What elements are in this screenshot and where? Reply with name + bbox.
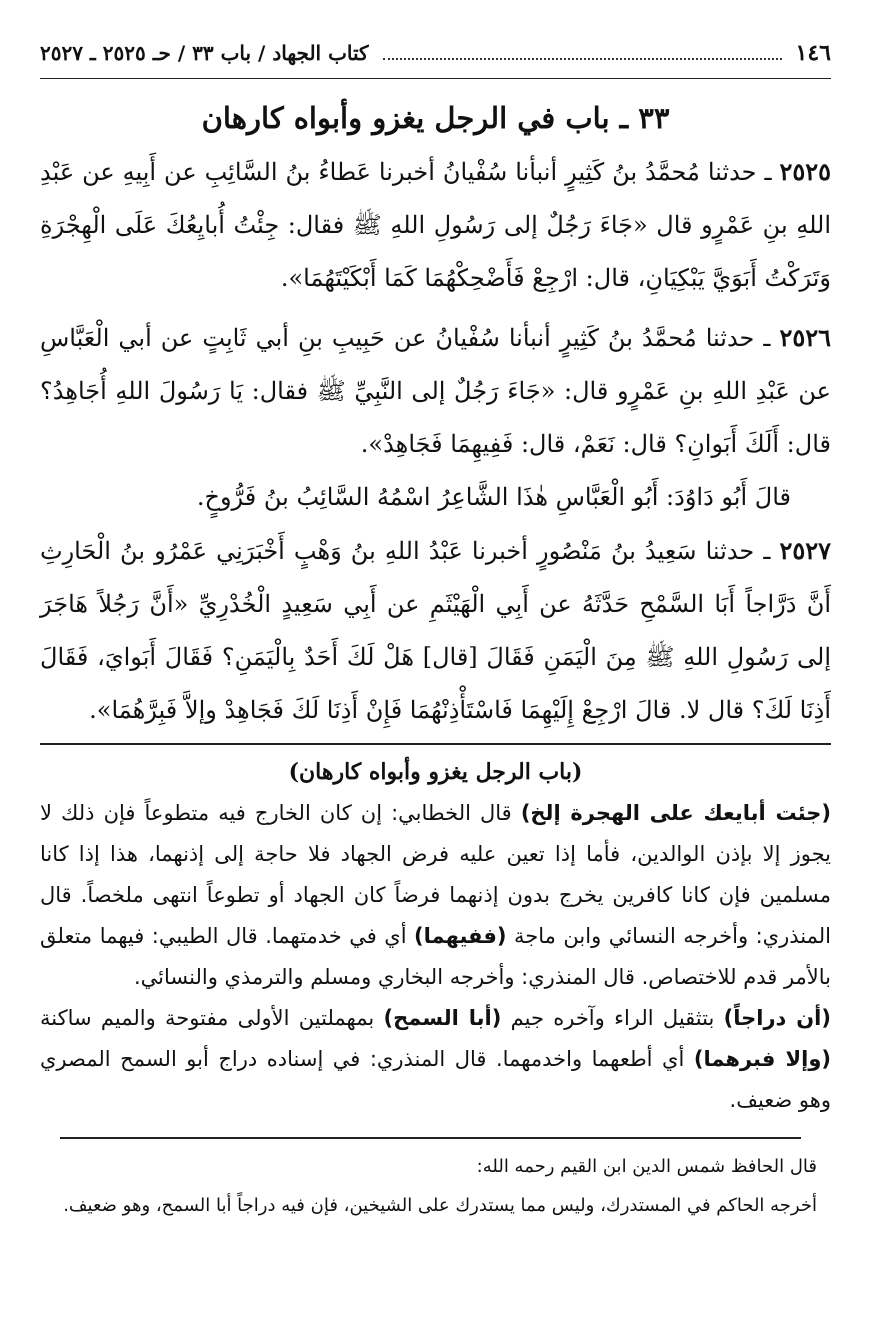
commentary-lemma: (أبا السمح) (383, 1006, 502, 1030)
hadith-text: ـ حدثنا مُحمَّدُ بنُ كَثِيرٍ أنبأنا سُفْيانُ عن حَبِيبِ بنِ أبي ثَابِتٍ عن أبي الْعَبَّاسِ عن عَبْدِ اللهِ بنِ عَمْرٍو قال: «جَاءَ رَجُلٌ إلى النَّبِيِّ ﷺ فقال: يَا رَسُولَ اللهِ أُجَاهِدُ؟ قال: أَلَكَ أَبَوانِ؟ قال: نَعَمْ، قال: فَفِيهِمَا فَجَاهِدْ». (40, 324, 831, 458)
abu-dawud-note: قالَ أَبُو دَاوُدَ: أَبُو الْعَبَّاسِ هٰذَا الشَّاعِرُ اسْمُهُ السَّائِبُ بنُ فَرُّوخٍ. (196, 483, 791, 511)
hadith-text: ـ حدثنا سَعِيدُ بنُ مَنْصُورٍ أخبرنا عَبْدُ اللهِ بنُ وَهْبٍ أَخْبَرَنِي عَمْرُو بنُ الْحَارِثِ أَنَّ دَرَّاجاً أَبَا السَّمْحِ حَدَّثَهُ عن أَبِي الْهَيْثَمِ عن أَبِي سَعِيدٍ الْخُدْرِيِّ «أَنَّ رَجُلاً هَاجَرَ إلى رَسُولِ اللهِ ﷺ مِنَ الْيَمَنِ فَقَالَ [قال] هَلْ لَكَ أَحَدٌ بِالْيَمَنِ؟ فَقَالَ أَبَوايَ، فَقَالَ أَذِنَا لَكَ؟ قال لا. قالَ ارْجِعْ إِلَيْهِمَا فَاسْتَأْذِنْهُمَا فَإِنْ أَذِنَا لَكَ فَجَاهِدْ وإلاَّ فَبِرَّهُمَا». (40, 537, 831, 724)
page (40, 40, 831, 1225)
hadith-2525 (40, 145, 831, 305)
hadith-2526 (40, 311, 831, 471)
commentary-paragraph (40, 793, 831, 998)
running-title: كتاب الجهاد / باب ٣٣ / حـ ٢٥٢٥ ـ ٢٥٢٧ (40, 41, 369, 65)
commentary-lemma: (وإلا فبرهما) (693, 1047, 831, 1071)
chapter-title: ٣٣ ـ باب في الرجل يغزو وأبواه كارهان (201, 101, 670, 135)
commentary-lemma: (ففيهما) (414, 924, 507, 948)
commentary-lemma: (جئت أبايعك على الهجرة إلخ) (520, 801, 832, 825)
hadith-number: ٢٥٢٧ (779, 536, 831, 565)
section-divider (40, 743, 831, 745)
footnote-divider (60, 1137, 801, 1139)
header-rule (40, 78, 831, 79)
ibn-qayyim-text: أخرجه الحاكم في المستدرك، وليس مما يستدرك على الشيخين، فإن فيه دراجاً أبا السمح، وهو ضعيف. (63, 1195, 817, 1216)
page-number: ١٤٦ (795, 40, 831, 66)
commentary-text: بتثقيل الراء وآخره جيم (510, 1006, 715, 1030)
running-header (40, 40, 831, 74)
commentary-text: أي في خدمتهما. قال الطيبي: فيهما متعلق بالأمر قدم للاختصاص. قال المنذري: وأخرجه البخاري ومسلم والترمذي والنسائي. (40, 924, 831, 989)
hadith-text: ـ حدثنا مُحمَّدُ بنُ كَثِيرٍ أنبأنا سُفْيانُ أخبرنا عَطاءُ بنُ السَّائِبِ عن أَبِيهِ عن عَبْدِ اللهِ بنِ عَمْرٍو قال «جَاءَ رَجُلٌ إلى رَسُولِ اللهِ ﷺ فقال: جِئْتُ أُبايِعُكَ عَلَى الْهِجْرَةِ وَتَرَكْتُ أَبَوَيَّ يَبْكِيَانِ، قال: ارْجِعْ فَأَضْحِكْهُمَا كَمَا أَبْكَيْتَهُمَا». (40, 158, 831, 292)
commentary-text: أي أطعهما واخدمهما. قال المنذري: في إسناده دراج أبو السمح المصري وهو ضعيف. (40, 1047, 831, 1112)
ibn-qayyim-title: قال الحافظ شمس الدين ابن القيم رحمه الله: (476, 1156, 817, 1177)
commentary-text: بمهملتين الأولى مفتوحة والميم ساكنة (40, 1006, 375, 1030)
commentary-lemma: (أن دراجاً) (723, 1006, 831, 1030)
hadith-2527 (40, 524, 831, 737)
hadith-number: ٢٥٢٦ (779, 323, 831, 352)
hadith-number: ٢٥٢٥ (779, 157, 831, 186)
commentary-text: قال الخطابي: إن كان الخارج فيه متطوعاً فإن ذلك لا يجوز إلا بإذن الوالدين، فأما إذا تعين عليه فرض الجهاد فلا حاجة إلى إذنهما، هذا إذا كانا مسلمين فإن كانا كافرين يخرج بدون إذنهما فرضاً كان الجهاد أو تطوعاً انتهى ملخصاً. قال المنذري: وأخرجه النسائي وابن ماجة (40, 801, 831, 948)
commentary-title: (باب الرجل يغزو وأبواه كارهان) (288, 759, 583, 785)
commentary-paragraph (40, 998, 831, 1121)
leader-dots (383, 48, 782, 60)
